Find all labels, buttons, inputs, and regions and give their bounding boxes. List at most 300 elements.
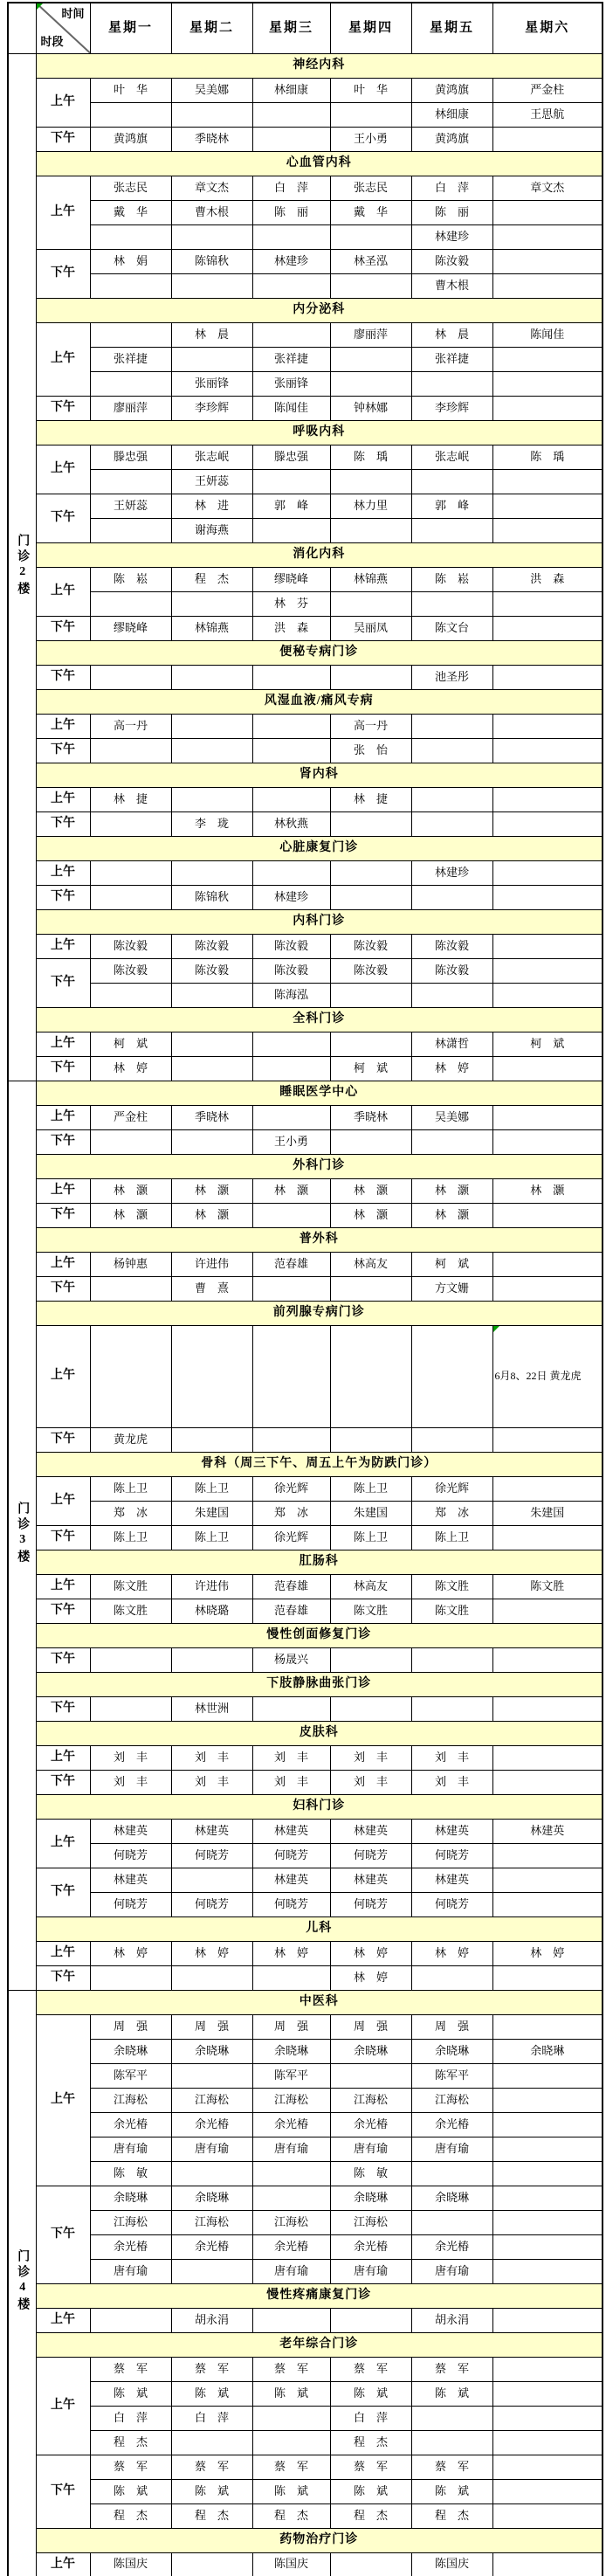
- empty-cell: [492, 2063, 603, 2088]
- department-banner-row: [8, 2528, 603, 2552]
- empty-cell: [492, 1843, 603, 1868]
- doctor-cell: 程 杰: [330, 2503, 411, 2528]
- schedule-row: [8, 1696, 603, 1721]
- doctor-cell: 高一丹: [90, 714, 171, 738]
- empty-cell: [492, 2112, 603, 2137]
- empty-cell: [492, 1770, 603, 1794]
- doctor-cell: 江海松: [171, 2088, 252, 2112]
- empty-cell: [171, 347, 252, 371]
- doctor-cell: 刘 丰: [330, 1745, 411, 1770]
- empty-cell: [252, 1032, 330, 1056]
- doctor-cell: 余光椿: [252, 2234, 330, 2259]
- empty-cell: [411, 1325, 492, 1427]
- doctor-cell: 何晓芳: [90, 1843, 171, 1868]
- empty-cell: [90, 885, 171, 909]
- doctor-cell: 林 婷: [492, 1941, 603, 1965]
- doctor-cell: 江海松: [90, 2210, 171, 2234]
- period-cell: 上午: [36, 1032, 90, 1056]
- schedule-row: [8, 1203, 603, 1227]
- doctor-cell: 余晓琳: [252, 2039, 330, 2063]
- doctor-cell: 王妍蕊: [171, 469, 252, 494]
- empty-cell: [492, 2406, 603, 2430]
- doctor-cell: 陈上卫: [411, 1525, 492, 1550]
- doctor-cell: 王妍蕊: [90, 494, 171, 518]
- doctor-cell: 陈海泓: [252, 983, 330, 1007]
- doctor-cell: 蔡 军: [411, 2455, 492, 2479]
- period-cell: 下午: [36, 958, 90, 1007]
- empty-cell: [330, 2308, 411, 2332]
- period-cell: 下午: [36, 1965, 90, 1990]
- doctor-cell: 程 杰: [252, 2503, 330, 2528]
- empty-cell: [492, 2088, 603, 2112]
- department-banner: 普外科: [36, 1227, 603, 1252]
- doctor-cell: 缪晓峰: [252, 567, 330, 591]
- doctor-cell: 林 婷: [252, 1941, 330, 1965]
- doctor-cell: 林建英: [492, 1819, 603, 1843]
- doctor-cell: 余晓琳: [330, 2039, 411, 2063]
- doctor-cell: 张祥捷: [90, 347, 171, 371]
- doctor-cell: 张志岷: [171, 445, 252, 469]
- doctor-cell: 林 灏: [492, 1178, 603, 1203]
- department-banner-row: [8, 1916, 603, 1941]
- doctor-cell: 周 强: [90, 2014, 171, 2039]
- empty-cell: [330, 273, 411, 298]
- empty-cell: [90, 469, 171, 494]
- doctor-cell: 曹木根: [411, 273, 492, 298]
- doctor-cell: 江海松: [411, 2088, 492, 2112]
- period-cell: 下午: [36, 1203, 90, 1227]
- department-banner: 内分泌科: [36, 298, 603, 322]
- empty-cell: [411, 2430, 492, 2455]
- empty-cell: [492, 1056, 603, 1081]
- doctor-cell: 余晓琳: [411, 2039, 492, 2063]
- empty-cell: [492, 2161, 603, 2186]
- empty-cell: [492, 1525, 603, 1550]
- schedule-row: [8, 2186, 603, 2210]
- doctor-cell: 余晓琳: [330, 2186, 411, 2210]
- doctor-cell: 林 灏: [411, 1203, 492, 1227]
- schedule-row: [8, 1252, 603, 1276]
- doctor-cell: 江海松: [330, 2088, 411, 2112]
- doctor-cell: 范春雄: [252, 1574, 330, 1599]
- doctor-cell: 林 灏: [90, 1203, 171, 1227]
- doctor-cell: 陈 丽: [252, 200, 330, 224]
- doctor-cell: 陈军平: [90, 2063, 171, 2088]
- day-header-6: 星期六: [492, 3, 603, 53]
- doctor-cell: 程 杰: [90, 2503, 171, 2528]
- doctor-cell: 林 婷: [411, 1941, 492, 1965]
- doctor-cell: 林建英: [90, 1819, 171, 1843]
- doctor-cell: 王小勇: [252, 1129, 330, 1154]
- empty-cell: [492, 885, 603, 909]
- period-cell: 上午: [36, 445, 90, 494]
- schedule-row: [8, 1178, 603, 1203]
- department-banner: 呼吸内科: [36, 420, 603, 445]
- department-banner: 睡眠医学中心: [36, 1081, 603, 1105]
- doctor-cell: 林秋燕: [252, 811, 330, 836]
- doctor-cell: 林 芬: [252, 591, 330, 616]
- doctor-cell: 余晓琳: [90, 2039, 171, 2063]
- empty-cell: [252, 1276, 330, 1301]
- empty-cell: [492, 1427, 603, 1452]
- doctor-cell: 林建珍: [252, 249, 330, 273]
- empty-cell: [330, 1647, 411, 1672]
- doctor-cell: 林 婷: [411, 1056, 492, 1081]
- empty-cell: [492, 1965, 603, 1990]
- day-header-3: 星期三: [252, 3, 330, 53]
- empty-cell: [90, 665, 171, 689]
- doctor-cell: 唐有瑜: [330, 2259, 411, 2283]
- schedule-table: [7, 2, 603, 2576]
- empty-cell: [252, 518, 330, 542]
- empty-cell: [492, 934, 603, 958]
- doctor-cell: 陈汝毅: [252, 934, 330, 958]
- schedule-row: [8, 371, 603, 396]
- doctor-cell: 陈军平: [252, 2063, 330, 2088]
- doctor-cell: 陈上卫: [171, 1476, 252, 1501]
- period-cell: 下午: [36, 1427, 90, 1452]
- period-cell: 下午: [36, 616, 90, 640]
- doctor-cell: 何晓芳: [411, 1892, 492, 1916]
- period-cell: 上午: [36, 78, 90, 127]
- empty-cell: [330, 518, 411, 542]
- department-banner: 风湿血液/痛风专病: [36, 689, 603, 714]
- doctor-cell: 6月8、22日 黄龙虎: [492, 1325, 603, 1427]
- doctor-cell: 唐有瑜: [411, 2259, 492, 2283]
- empty-cell: [252, 1965, 330, 1990]
- period-cell: 下午: [36, 1056, 90, 1081]
- empty-cell: [171, 738, 252, 763]
- doctor-cell: 刘 丰: [90, 1770, 171, 1794]
- doctor-cell: 余光椿: [171, 2112, 252, 2137]
- doctor-cell: 林锦燕: [171, 616, 252, 640]
- department-banner-row: [8, 1672, 603, 1696]
- schedule-row: [8, 1105, 603, 1129]
- empty-cell: [252, 2161, 330, 2186]
- empty-cell: [252, 273, 330, 298]
- empty-cell: [492, 1892, 603, 1916]
- empty-cell: [171, 273, 252, 298]
- empty-cell: [411, 518, 492, 542]
- comment-marker-icon: [37, 3, 43, 10]
- empty-cell: [252, 714, 330, 738]
- doctor-cell: 杨钟惠: [90, 1252, 171, 1276]
- department-banner-row: [8, 542, 603, 567]
- doctor-cell: 郑 冰: [90, 1501, 171, 1525]
- doctor-cell: 余光椿: [90, 2112, 171, 2137]
- period-cell: 下午: [36, 885, 90, 909]
- period-cell: 上午: [36, 322, 90, 396]
- doctor-cell: 程 杰: [171, 567, 252, 591]
- empty-cell: [492, 2210, 603, 2234]
- doctor-cell: 白 萍: [90, 2406, 171, 2430]
- department-banner-row: [8, 1227, 603, 1252]
- floor-label: [8, 1990, 36, 2576]
- empty-cell: [411, 885, 492, 909]
- doctor-cell: 林 晨: [411, 322, 492, 347]
- schedule-row: [8, 665, 603, 689]
- doctor-cell: 林建英: [330, 1868, 411, 1892]
- schedule-row: [8, 2014, 603, 2039]
- department-banner: 药物治疗门诊: [36, 2528, 603, 2552]
- schedule-row: [8, 1892, 603, 1916]
- doctor-cell: 张 怡: [330, 738, 411, 763]
- department-banner: 消化内科: [36, 542, 603, 567]
- empty-cell: [252, 1427, 330, 1452]
- doctor-cell: 陈闻佳: [252, 396, 330, 420]
- doctor-cell: 蔡 军: [252, 2357, 330, 2381]
- empty-cell: [492, 2259, 603, 2283]
- doctor-cell: 白 萍: [411, 176, 492, 200]
- empty-cell: [411, 2161, 492, 2186]
- period-cell: 下午: [36, 1770, 90, 1794]
- period-cell: 下午: [36, 811, 90, 836]
- empty-cell: [330, 2063, 411, 2088]
- doctor-cell: 林高友: [330, 1252, 411, 1276]
- schedule-row: [8, 1868, 603, 1892]
- doctor-cell: 林 灏: [90, 1178, 171, 1203]
- doctor-cell: 江海松: [90, 2088, 171, 2112]
- doctor-cell: 陈汝毅: [411, 958, 492, 983]
- doctor-cell: 林 进: [171, 494, 252, 518]
- empty-cell: [252, 665, 330, 689]
- period-cell: 下午: [36, 494, 90, 542]
- doctor-cell: 余光椿: [411, 2112, 492, 2137]
- period-cell: 上午: [36, 1178, 90, 1203]
- schedule-row: [8, 2259, 603, 2283]
- day-header-4: 星期四: [330, 3, 411, 53]
- department-banner: 前列腺专病门诊: [36, 1301, 603, 1325]
- empty-cell: [252, 2308, 330, 2332]
- schedule-row: [8, 591, 603, 616]
- doctor-cell: 周 强: [330, 2014, 411, 2039]
- schedule-row: [8, 78, 603, 102]
- doctor-cell: 蔡 军: [171, 2357, 252, 2381]
- empty-cell: [492, 494, 603, 518]
- empty-cell: [330, 224, 411, 249]
- doctor-cell: 张祥捷: [252, 347, 330, 371]
- doctor-cell: 王小勇: [330, 127, 411, 151]
- empty-cell: [252, 860, 330, 885]
- schedule-row: [8, 1745, 603, 1770]
- doctor-cell: 余光椿: [171, 2234, 252, 2259]
- schedule-row: [8, 958, 603, 983]
- doctor-cell: 刘 丰: [411, 1770, 492, 1794]
- empty-cell: [492, 2503, 603, 2528]
- empty-cell: [330, 102, 411, 127]
- doctor-cell: 陈 斌: [171, 2381, 252, 2406]
- period-cell: 上午: [36, 1325, 90, 1427]
- empty-cell: [171, 983, 252, 1007]
- doctor-cell: 陈汝毅: [411, 249, 492, 273]
- doctor-cell: 林建英: [252, 1868, 330, 1892]
- department-banner: 内科门诊: [36, 909, 603, 934]
- doctor-cell: 王思航: [492, 102, 603, 127]
- period-cell: 上午: [36, 1105, 90, 1129]
- period-cell: 上午: [36, 860, 90, 885]
- doctor-cell: 范春雄: [252, 1252, 330, 1276]
- doctor-cell: 林 灏: [411, 1178, 492, 1203]
- empty-cell: [252, 787, 330, 811]
- period-cell: 下午: [36, 396, 90, 420]
- doctor-cell: 周 强: [252, 2014, 330, 2039]
- doctor-cell: 陈 敏: [330, 2161, 411, 2186]
- empty-cell: [492, 2357, 603, 2381]
- empty-cell: [492, 738, 603, 763]
- doctor-cell: 何晓芳: [330, 1892, 411, 1916]
- corner-label-period: 时段: [40, 34, 64, 48]
- doctor-cell: 陈汝毅: [171, 958, 252, 983]
- empty-cell: [411, 469, 492, 494]
- floor-label-text: 门诊2楼: [16, 533, 30, 597]
- floor-label: [8, 1081, 36, 1990]
- schedule-row: [8, 1965, 603, 1990]
- empty-cell: [330, 347, 411, 371]
- time-corner-cell: [36, 3, 90, 53]
- empty-cell: [492, 1105, 603, 1129]
- empty-cell: [330, 2552, 411, 2576]
- empty-cell: [90, 102, 171, 127]
- empty-cell: [171, 787, 252, 811]
- empty-cell: [90, 983, 171, 1007]
- doctor-cell: 高一丹: [330, 714, 411, 738]
- doctor-cell: 黄龙虎: [90, 1427, 171, 1452]
- doctor-cell: 林 灏: [330, 1203, 411, 1227]
- doctor-cell: 陈国庆: [411, 2552, 492, 2576]
- period-cell: 下午: [36, 1276, 90, 1301]
- empty-cell: [252, 322, 330, 347]
- doctor-cell: 江海松: [171, 2210, 252, 2234]
- schedule-row: [8, 2455, 603, 2479]
- schedule-row: [8, 494, 603, 518]
- doctor-cell: 张志岷: [411, 445, 492, 469]
- schedule-row: [8, 1770, 603, 1794]
- department-banner-row: [8, 2332, 603, 2357]
- doctor-cell: 余光椿: [90, 2234, 171, 2259]
- schedule-row: [8, 1056, 603, 1081]
- empty-cell: [171, 1965, 252, 1990]
- empty-cell: [492, 1476, 603, 1501]
- doctor-cell: 余光椿: [330, 2234, 411, 2259]
- department-banner-row: [8, 836, 603, 860]
- doctor-cell: 江海松: [330, 2210, 411, 2234]
- schedule-row: [8, 102, 603, 127]
- empty-cell: [330, 371, 411, 396]
- doctor-cell: 陈文胜: [492, 1574, 603, 1599]
- empty-cell: [330, 860, 411, 885]
- doctor-cell: 严金柱: [492, 78, 603, 102]
- doctor-cell: 林晓璐: [171, 1599, 252, 1623]
- department-banner: 皮肤科: [36, 1721, 603, 1745]
- doctor-cell: 范春雄: [252, 1599, 330, 1623]
- doctor-cell: 林建珍: [411, 860, 492, 885]
- doctor-cell: 林潇哲: [411, 1032, 492, 1056]
- department-banner-row: [8, 1990, 603, 2014]
- empty-cell: [492, 2137, 603, 2161]
- schedule-row: [8, 518, 603, 542]
- doctor-cell: 章文杰: [492, 176, 603, 200]
- empty-cell: [171, 714, 252, 738]
- schedule-row: [8, 1843, 603, 1868]
- empty-cell: [171, 1129, 252, 1154]
- empty-cell: [492, 958, 603, 983]
- doctor-cell: 林建英: [90, 1868, 171, 1892]
- doctor-cell: 朱建国: [171, 1501, 252, 1525]
- empty-cell: [492, 2479, 603, 2503]
- corner-label-time: 时间: [61, 7, 85, 20]
- empty-cell: [90, 322, 171, 347]
- doctor-cell: 胡永涓: [411, 2308, 492, 2332]
- doctor-cell: 缪晓峰: [90, 616, 171, 640]
- doctor-cell: 陈 瑀: [330, 445, 411, 469]
- department-banner-row: [8, 1081, 603, 1105]
- doctor-cell: 林细康: [252, 78, 330, 102]
- department-banner-row: [8, 763, 603, 787]
- doctor-cell: 季晓林: [330, 1105, 411, 1129]
- department-banner: 全科门诊: [36, 1007, 603, 1032]
- empty-cell: [330, 811, 411, 836]
- department-banner-row: [8, 640, 603, 665]
- empty-cell: [492, 714, 603, 738]
- doctor-cell: 陈 崧: [411, 567, 492, 591]
- doctor-cell: 白 萍: [171, 2406, 252, 2430]
- period-cell: 下午: [36, 1525, 90, 1550]
- schedule-row: [8, 1325, 603, 1427]
- schedule-row: [8, 714, 603, 738]
- period-cell: 下午: [36, 2455, 90, 2528]
- doctor-cell: 蔡 军: [330, 2455, 411, 2479]
- schedule-row: [8, 787, 603, 811]
- empty-cell: [492, 200, 603, 224]
- schedule-row: [8, 1525, 603, 1550]
- doctor-cell: 程 杰: [171, 2503, 252, 2528]
- doctor-cell: 戴 华: [90, 200, 171, 224]
- period-cell: 下午: [36, 1868, 90, 1916]
- period-cell: 上午: [36, 2308, 90, 2332]
- doctor-cell: 陈文胜: [90, 1599, 171, 1623]
- doctor-cell: 林建珍: [411, 224, 492, 249]
- doctor-cell: 林力里: [330, 494, 411, 518]
- doctor-cell: 余晓琳: [411, 2186, 492, 2210]
- empty-cell: [330, 983, 411, 1007]
- schedule-row: [8, 2039, 603, 2063]
- doctor-cell: 陈汝毅: [90, 934, 171, 958]
- doctor-cell: 陈汝毅: [90, 958, 171, 983]
- department-banner-row: [8, 1007, 603, 1032]
- empty-cell: [492, 371, 603, 396]
- period-cell: 下午: [36, 1129, 90, 1154]
- empty-cell: [492, 591, 603, 616]
- empty-cell: [171, 2552, 252, 2576]
- department-banner-row: [8, 1452, 603, 1476]
- empty-cell: [90, 273, 171, 298]
- empty-cell: [492, 2186, 603, 2210]
- doctor-cell: 唐有瑜: [252, 2259, 330, 2283]
- doctor-cell: 曹 熹: [171, 1276, 252, 1301]
- doctor-cell: 廖丽萍: [330, 322, 411, 347]
- doctor-cell: 陈锦秋: [171, 885, 252, 909]
- empty-cell: [492, 1868, 603, 1892]
- doctor-cell: 陈 敏: [90, 2161, 171, 2186]
- schedule-row: [8, 445, 603, 469]
- department-banner: 妇科门诊: [36, 1794, 603, 1819]
- schedule-row: [8, 2234, 603, 2259]
- empty-cell: [492, 1203, 603, 1227]
- empty-cell: [411, 371, 492, 396]
- period-cell: 下午: [36, 665, 90, 689]
- schedule-row: [8, 127, 603, 151]
- empty-cell: [90, 1965, 171, 1990]
